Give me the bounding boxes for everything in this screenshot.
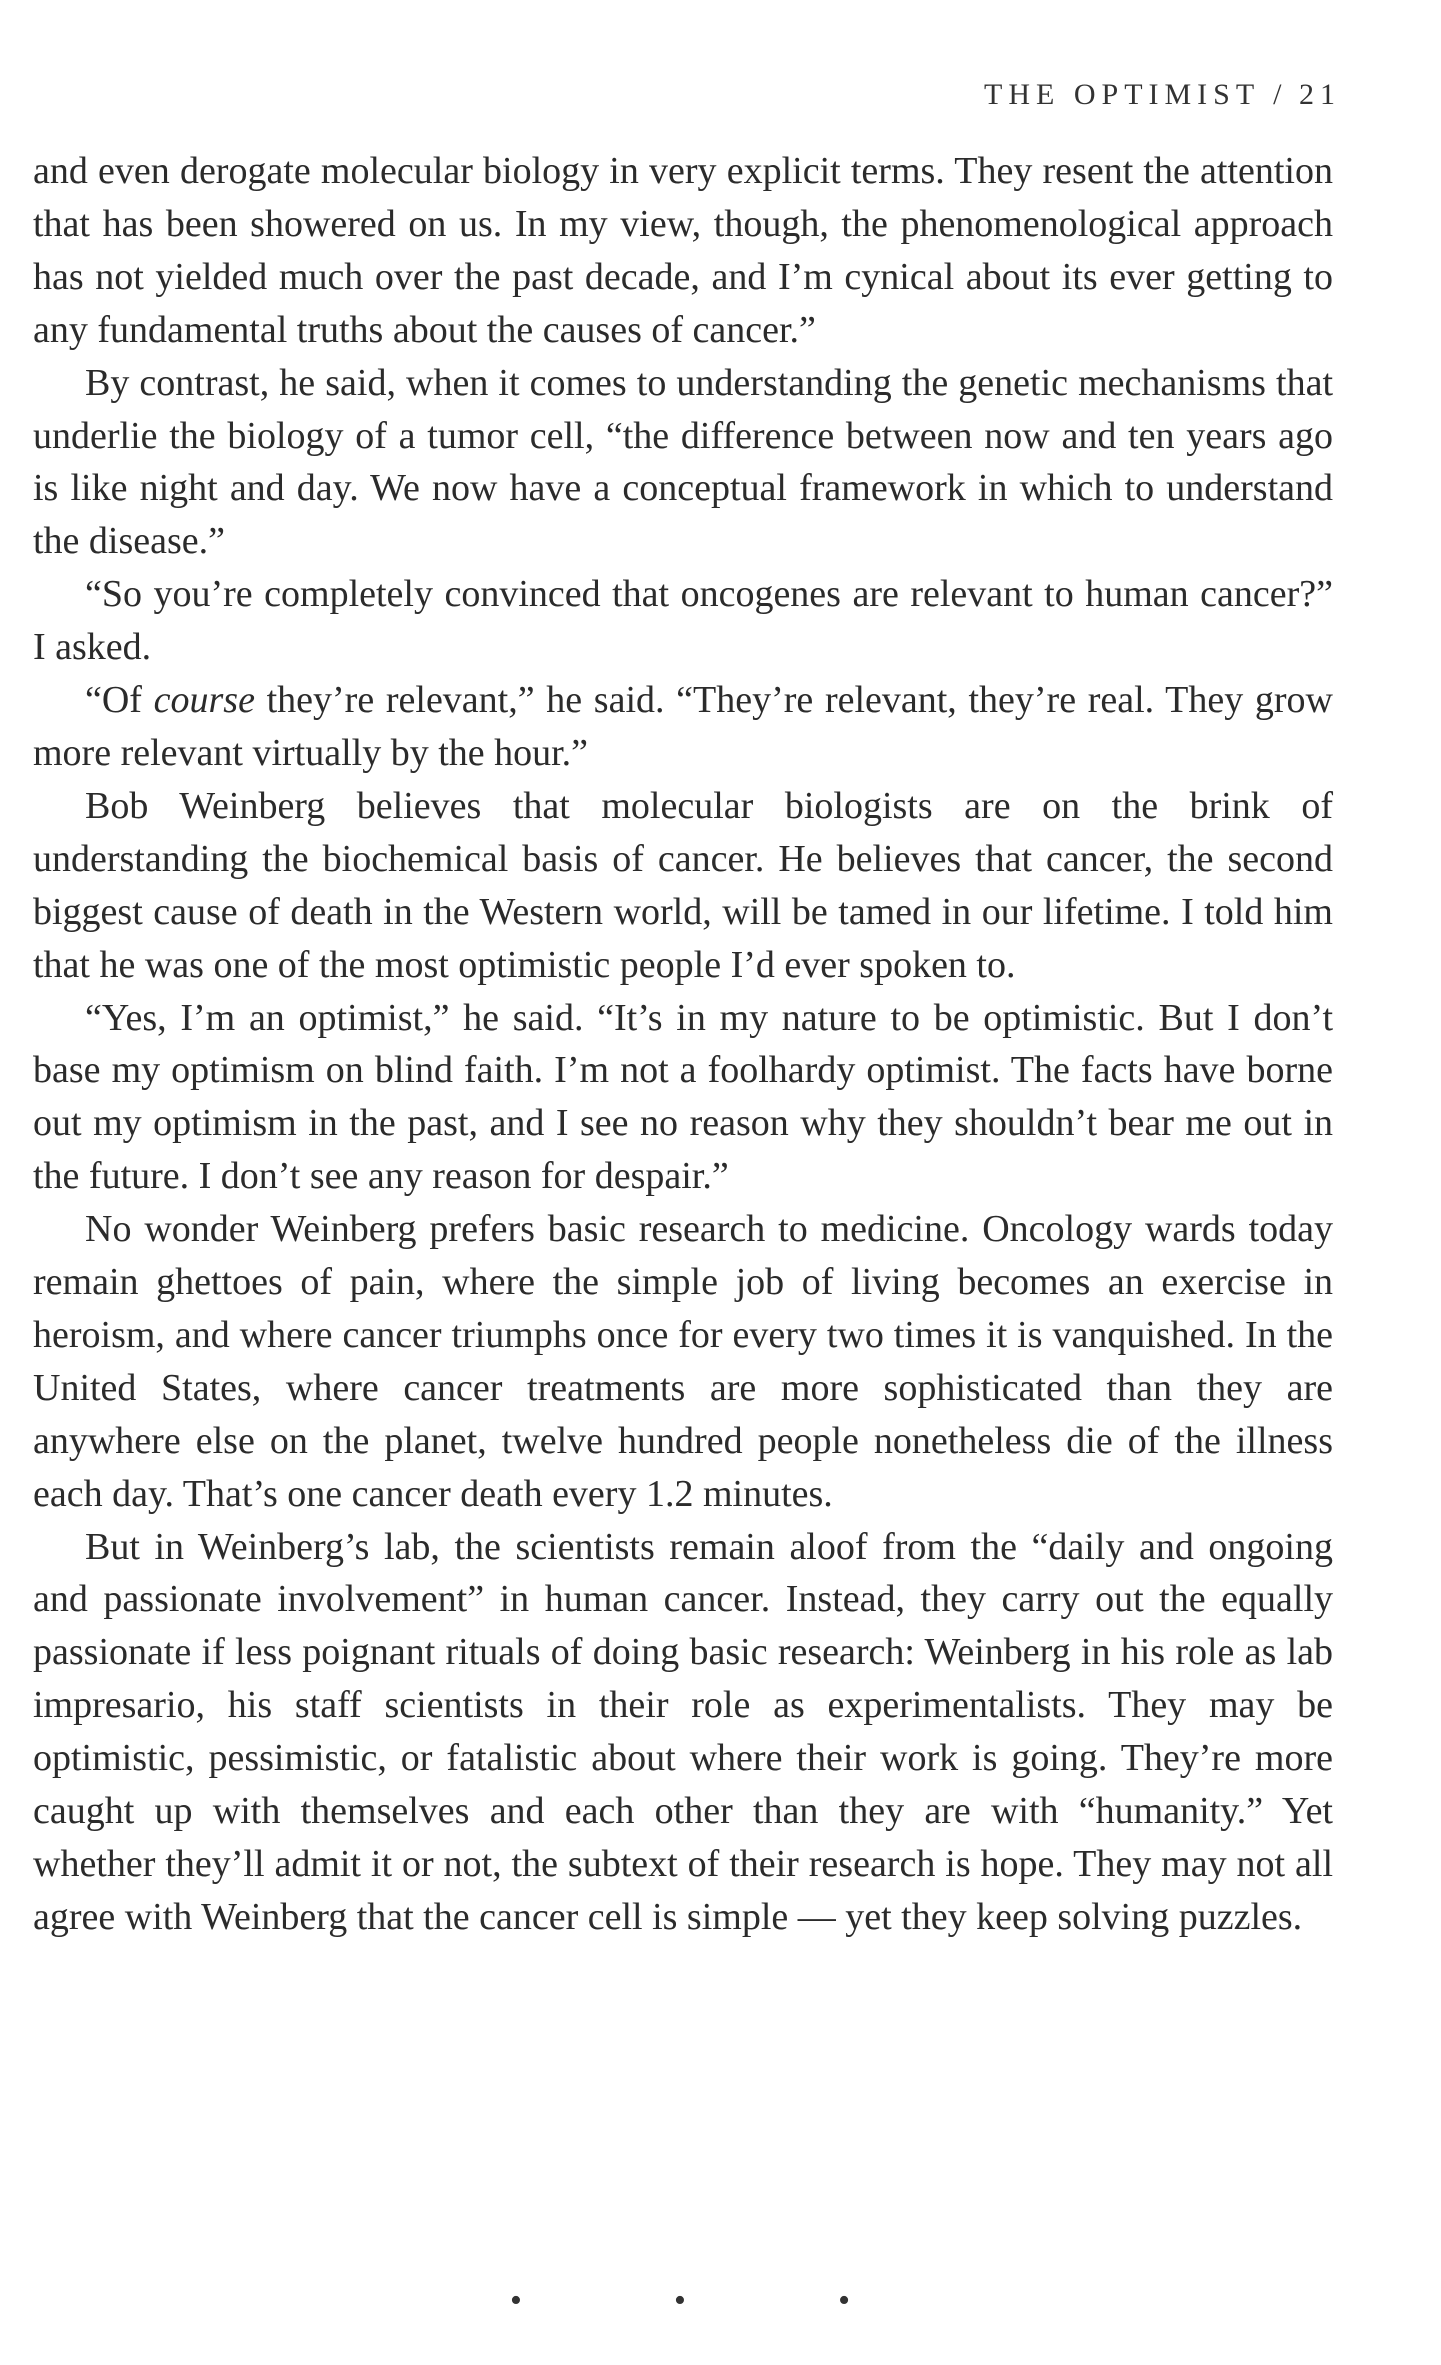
paragraph: Bob Weinberg believes that molecular biologists are on the brink of understanding the biochemical basis of cancer. He believes that cancer, the second biggest cause of death in the Western world, will be tamed in our lifetime. I told him that he was one of the most optimistic people I’d ever spoken to. — [33, 784, 1333, 986]
paragraph: No wonder Weinberg prefers basic research to medicine. Oncology wards today remain ghettoes of pain, where the simple job of living becomes an exercise in heroism, and where cancer triumphs once for every two times it is vanquished. In the United States, where cancer treatments are more sophisticated than they are anywhere else on the planet, twelve hundred people nonetheless die of the illness each day. That’s one cancer death every 1.2 minutes. — [33, 1208, 1333, 1515]
paragraph-text: “Of — [85, 679, 154, 722]
running-head — [984, 78, 1341, 112]
page-number: 21 — [1299, 78, 1341, 111]
paragraph — [33, 674, 1333, 780]
paragraph: “Yes, I’m an optimist,” he said. “It’s in my nature to be optimistic. But I don’t base my optimism on blind faith. I’m not a foolhardy optimist. The facts have borne out my optimism in the past, and I see no reason why they shouldn’t bear me out in the future. I don’t see any reason for despair.” — [33, 996, 1333, 1198]
running-head-separator: / — [1273, 78, 1286, 111]
paragraph: By contrast, he said, when it comes to understanding the genetic mechanisms that underlie the biology of a tumor cell, “the difference between now and ten years ago is like night and day. We now have a conceptual framework in which to understand the disease.” — [33, 361, 1333, 563]
section-break-dot: • — [838, 2282, 850, 2319]
italic-emphasis: course — [153, 679, 255, 722]
running-head-title: THE OPTIMIST — [984, 78, 1260, 111]
paragraph: “So you’re completely convinced that oncogenes are relevant to human cancer?” I asked. — [33, 573, 1333, 669]
section-break — [510, 2282, 850, 2320]
section-break-dot: • — [510, 2282, 522, 2319]
paragraph-continued: and even derogate molecular biology in very explicit terms. They resent the attention that has been showered on us. In my view, though, the phenomenological approach has not yielded much over the past decade, and I’m cynical about its ever getting to any fundamental truths about the causes of cancer.” — [33, 150, 1333, 351]
paragraph: But in Weinberg’s lab, the scientists remain aloof from the “daily and ongoing and passionate involvement” in human cancer. Instead, they carry out the equally passionate if less poignant rituals of doing basic research: Weinberg in his role as lab impresario, his staff scientists in their role as experimentalists. They may be optimistic, pessimistic, or fatalistic about where their work is going. They’re more caught up with themselves and each other than they are with “humanity.” Yet whether they’ll admit it or not, the subtext of their research is hope. They may not all agree with Weinberg that the cancer cell is simple — yet they keep solving puzzles. — [33, 1525, 1333, 1938]
section-break-dot: • — [674, 2282, 686, 2319]
paragraph-text: they’re relevant,” he said. “They’re relevant, they’re real. They grow more relevant virtually by the hour.” — [33, 679, 1333, 774]
body-text — [33, 145, 1333, 1944]
